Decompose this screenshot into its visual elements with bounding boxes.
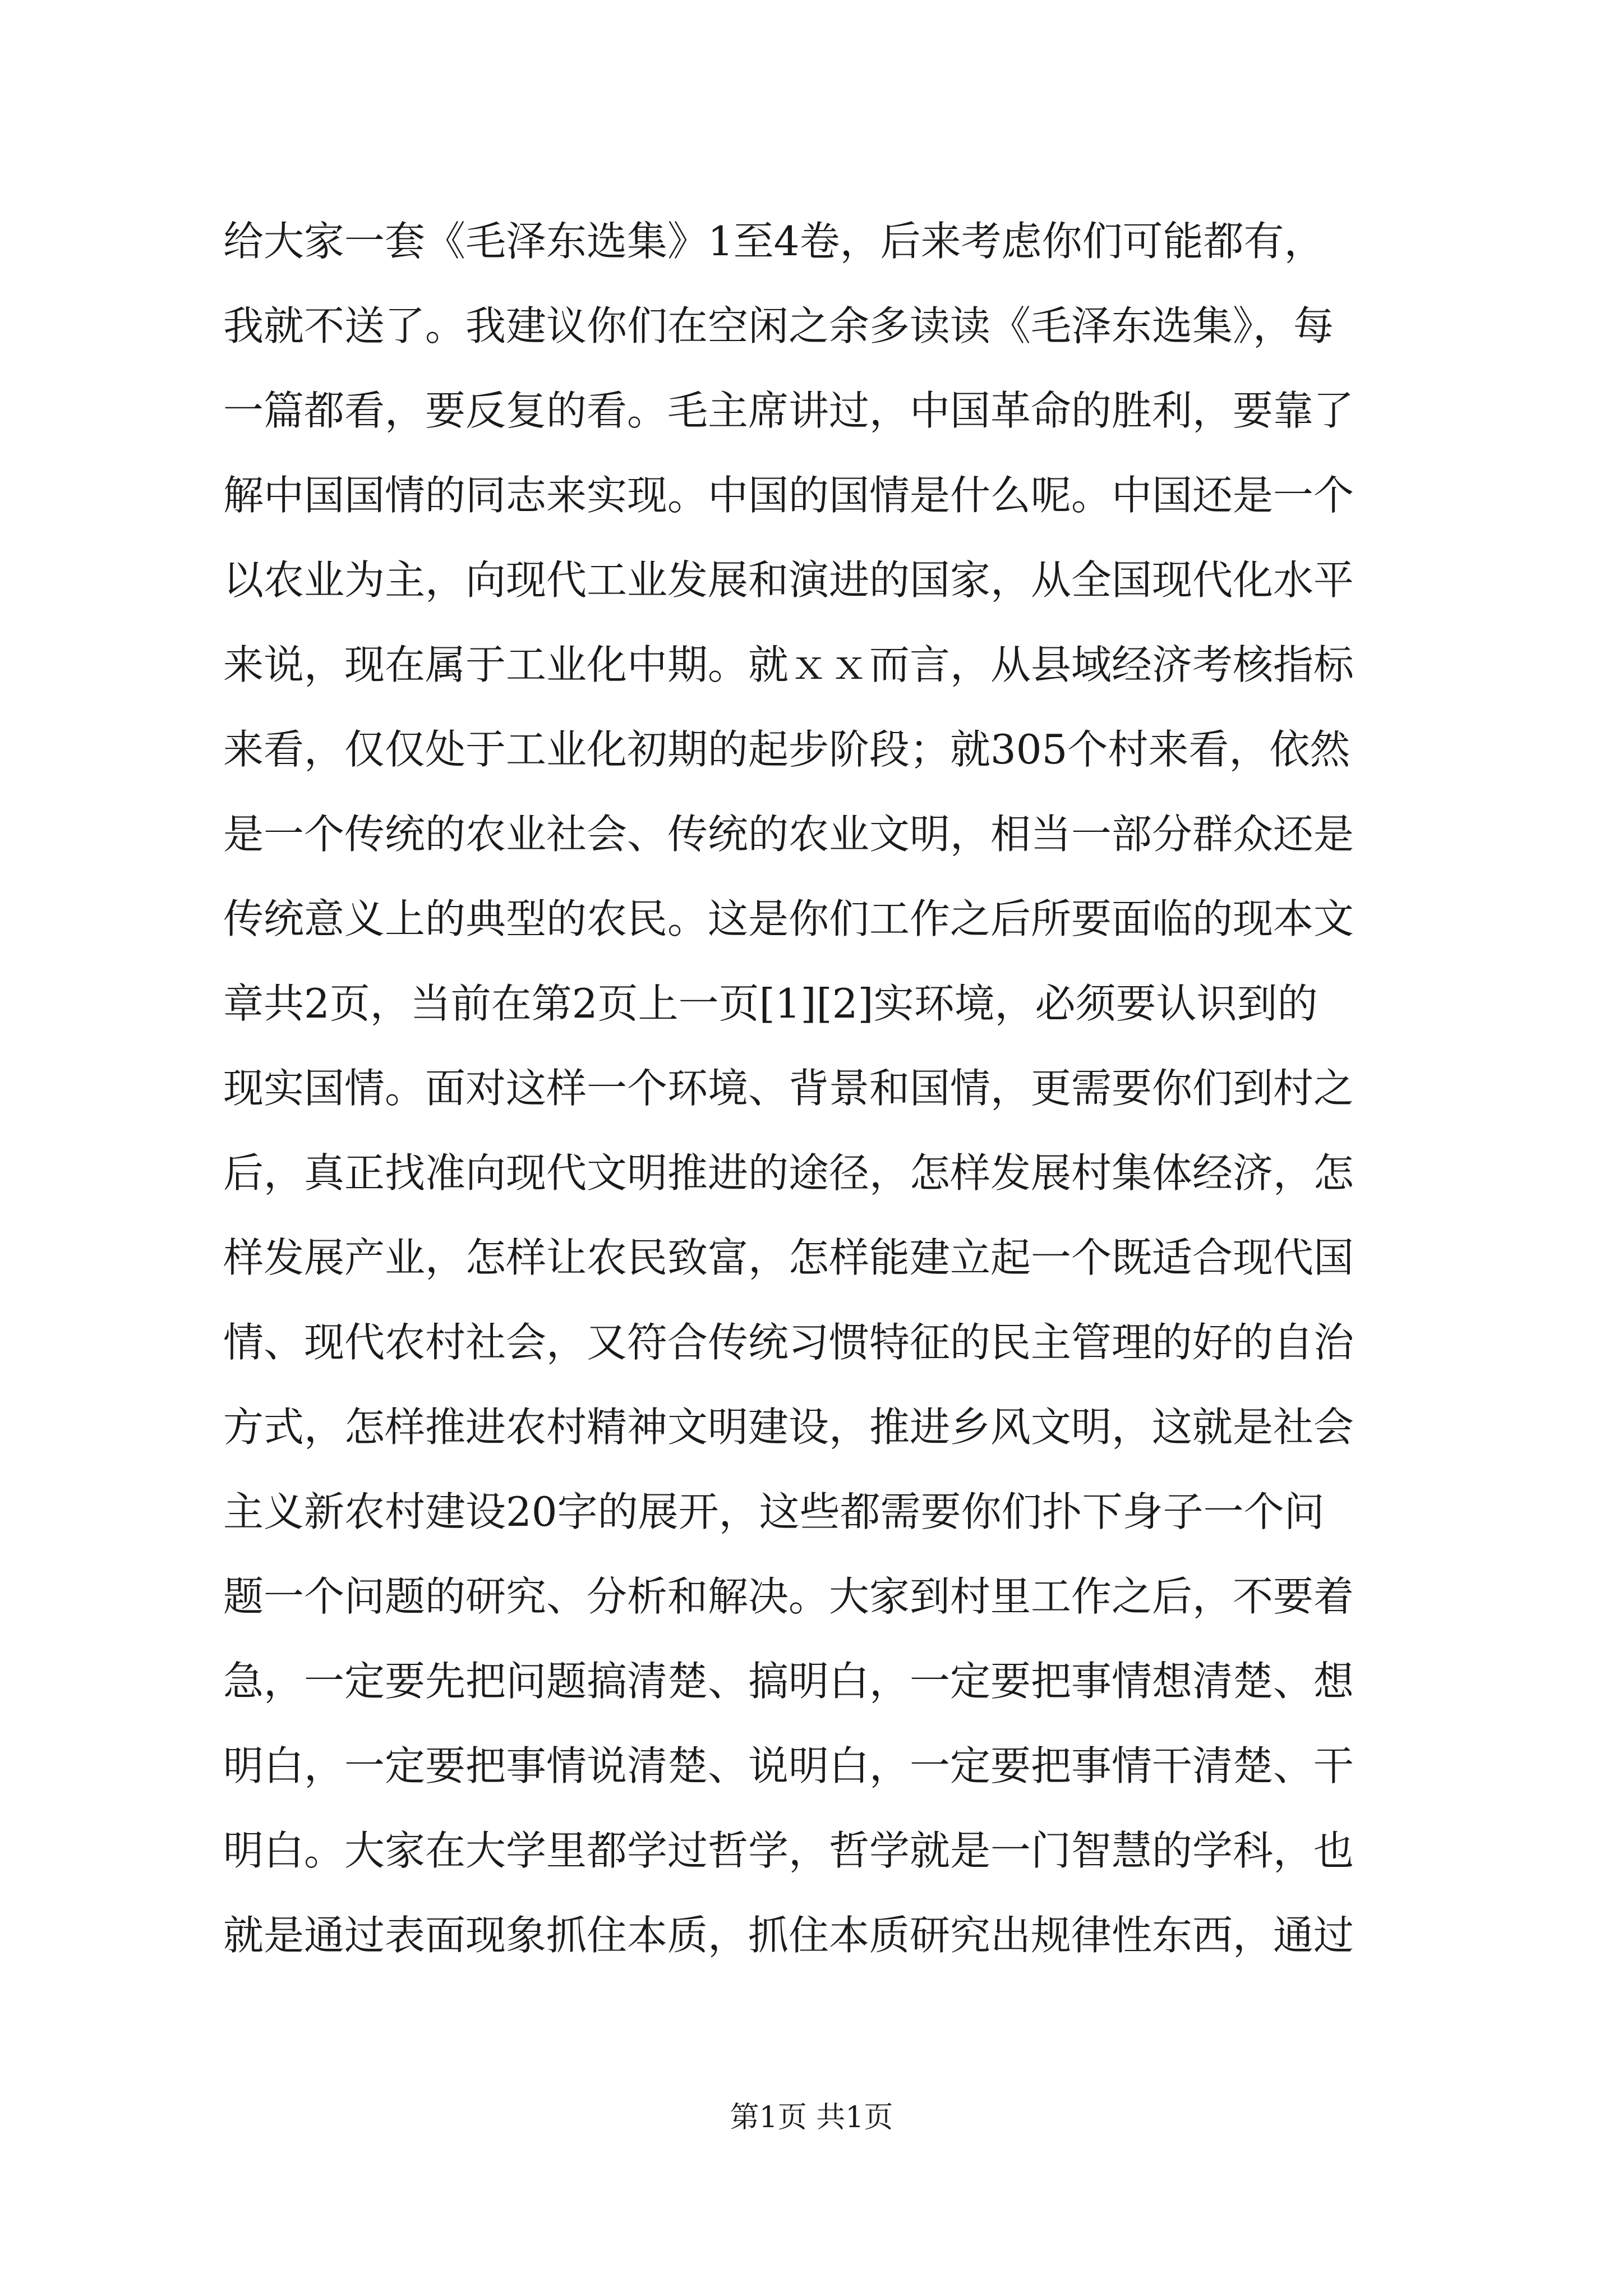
text-line: 急，一定要先把问题搞清楚、搞明白，一定要把事情想清楚、想: [223, 1658, 1354, 1705]
text-line: 我就不送了。我建议你们在空闲之余多读读《毛泽东选集》，每: [223, 302, 1334, 349]
text-line: 题一个问题的研究、分析和解决。大家到村里工作之后，不要着: [223, 1573, 1354, 1620]
page-footer: [0, 2098, 1623, 2137]
text-line: 明白。大家在大学里都学过哲学，哲学就是一门智慧的学科，也: [223, 1827, 1354, 1874]
text-line: 来说，现在属于工业化中期。就ｘｘ而言，从县域经济考核指标: [223, 641, 1354, 688]
text-line: 现实国情。面对这样一个环境、背景和国情，更需要你们到村之: [223, 1065, 1354, 1112]
page-number-label: 第1页 共1页: [730, 2101, 893, 2134]
text-line: 就是通过表面现象抓住本质，抓住本质研究出规律性东西，通过: [223, 1912, 1354, 1959]
text-line: 章共2页，当前在第2页上一页[1][2]实环境，必须要认识到的: [223, 980, 1318, 1027]
text-line: 以农业为主，向现代工业发展和演进的国家，从全国现代化水平: [223, 556, 1354, 604]
text-line: 给大家一套《毛泽东选集》1至4卷，后来考虑你们可能都有，: [223, 218, 1325, 265]
text-line: 来看，仅仅处于工业化初期的起步阶段；就305个村来看，依然: [223, 726, 1350, 773]
text-line: 是一个传统的农业社会、传统的农业文明，相当一部分群众还是: [223, 811, 1354, 858]
text-line: 一篇都看，要反复的看。毛主席讲过，中国革命的胜利，要靠了: [223, 387, 1354, 434]
text-line: 解中国国情的同志来实现。中国的国情是什么呢。中国还是一个: [223, 472, 1354, 519]
text-line: 主义新农村建设20字的展开，这些都需要你们扑下身子一个问: [223, 1488, 1325, 1535]
text-line: 方式，怎样推进农村精神文明建设，推进乡风文明，这就是社会: [223, 1404, 1354, 1451]
text-line: 明白，一定要把事情说清楚、说明白，一定要把事情干清楚、干: [223, 1742, 1354, 1789]
text-line: 后，真正找准向现代文明推进的途径，怎样发展村集体经济，怎: [223, 1149, 1354, 1197]
text-line: 情、现代农村社会，又符合传统习惯特征的民主管理的好的自治: [223, 1319, 1354, 1366]
text-line: 传统意义上的典型的农民。这是你们工作之后所要面临的现本文: [223, 895, 1354, 942]
body-text: [223, 199, 1410, 1978]
text-line: 样发展产业，怎样让农民致富，怎样能建立起一个既适合现代国: [223, 1234, 1354, 1281]
